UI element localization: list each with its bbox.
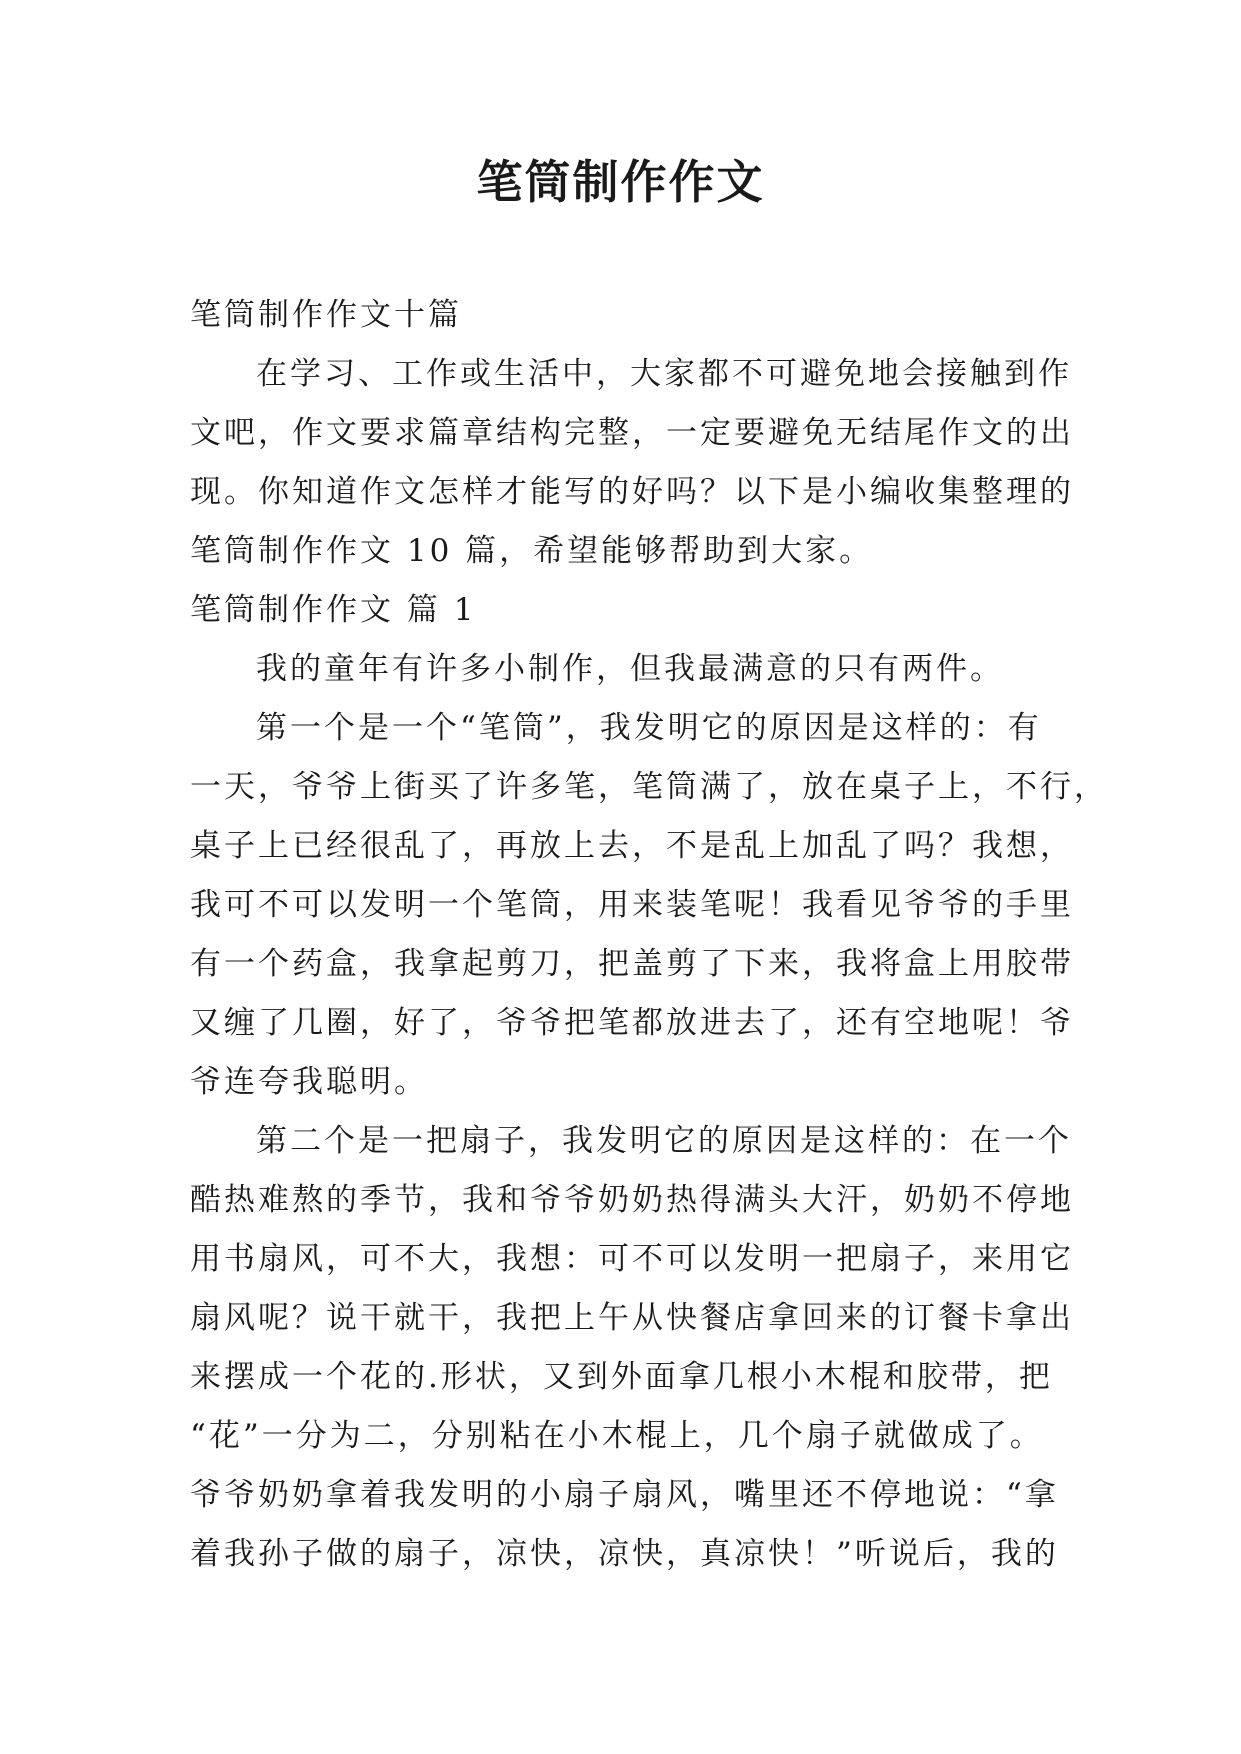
paragraph-line: 扇风呢？说干就干，我把上午从快餐店拿回来的订餐卡拿出 — [190, 1300, 1074, 1336]
paragraph-line: 用书扇风，可不大，我想：可不可以发明一把扇子，来用它 — [190, 1241, 1074, 1277]
document-title: 笔筒制作作文 — [476, 155, 765, 209]
paragraph-line: 第一个是一个“笔筒”，我发明它的原因是这样的：有 — [256, 710, 1042, 746]
paragraph-line: 第二个是一把扇子，我发明它的原因是这样的：在一个 — [256, 1123, 1072, 1159]
document-body — [190, 286, 1108, 1584]
paragraph-line: 又缠了几圈，好了，爷爷把笔都放进去了，还有空地呢！爷 — [190, 1005, 1074, 1041]
section-heading: 笔筒制作作文 篇 1 — [190, 592, 477, 628]
paragraph-line: 文吧，作文要求篇章结构完整，一定要避免无结尾作文的出 — [190, 415, 1074, 451]
paragraph-line: 我的童年有许多小制作，但我最满意的只有两件。 — [256, 651, 1004, 687]
paragraph-line: 我可不可以发明一个笔筒，用来装笔呢！我看见爷爷的手里 — [190, 887, 1074, 923]
paragraph-line: 在学习、工作或生活中，大家都不可避免地会接触到作 — [256, 356, 1072, 392]
paragraph-line: 来摆成一个花的.形状，又到外面拿几根小木棍和胶带，把 — [190, 1359, 1053, 1395]
paragraph-line: 爷爷奶奶拿着我发明的小扇子扇风，嘴里还不停地说：“拿 — [190, 1477, 1059, 1513]
paragraph-line: 一天，爷爷上街买了许多笔，笔筒满了，放在桌子上，不行， — [190, 769, 1108, 805]
paragraph-line: 桌子上已经很乱了，再放上去，不是乱上加乱了吗？我想， — [190, 828, 1074, 864]
paragraph-line: 酷热难熬的季节，我和爷爷奶奶热得满头大汗，奶奶不停地 — [190, 1182, 1074, 1218]
paragraph-line: “花”一分为二，分别粘在小木棍上，几个扇子就做成了。 — [190, 1418, 1044, 1454]
paragraph-line: 笔筒制作作文 10 篇，希望能够帮助到大家。 — [190, 533, 874, 569]
paragraph-line: 爷连夸我聪明。 — [190, 1064, 428, 1100]
subtitle-line: 笔筒制作作文十篇 — [190, 297, 462, 333]
paragraph-line: 现。你知道作文怎样才能写的好吗？以下是小编收集整理的 — [190, 474, 1074, 510]
paragraph-line: 有一个药盒，我拿起剪刀，把盖剪了下来，我将盒上用胶带 — [190, 946, 1074, 982]
paragraph-line: 着我孙子做的扇子，凉快，凉快，真凉快！”听说后，我的 — [190, 1536, 1059, 1572]
